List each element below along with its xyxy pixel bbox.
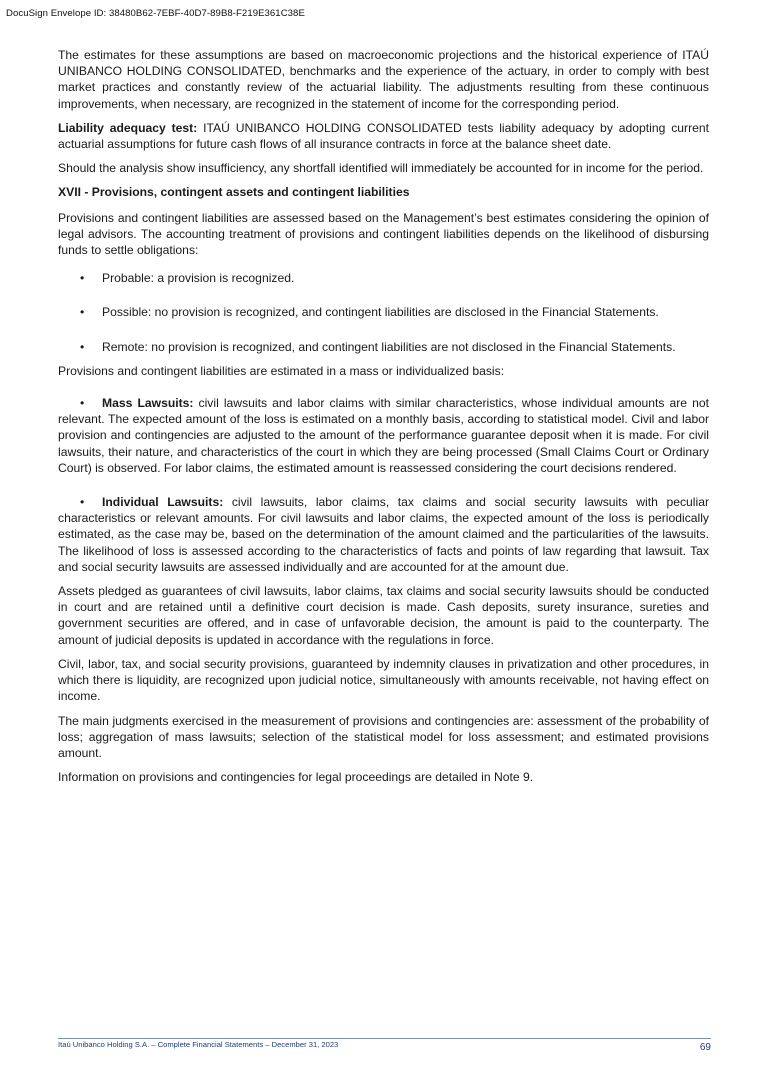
bullet-remote: • Remote: no provision is recognized, and contingent liabilities are not disclosed in the Financial Statements. [80,339,676,354]
section-heading: XVII - Provisions, contingent assets and contingent liabilities [58,185,410,200]
bullet-possible: • Possible: no provision is recognized, and contingent liabilities are disclosed in the Financial Statements. [80,305,659,320]
paragraph-liability-adequacy [58,120,709,152]
document-body [58,47,709,793]
page-number: 69 [699,1042,711,1053]
liability-adequacy-text: ITAÚ UNIBANCO HOLDING CONSOLIDATED tests liability adequacy by adopting current actuarial assumptions for future cash flows of all insurance contracts in force at the balance sheet date. [58,120,710,152]
bullet-icon: • [80,271,85,286]
footer-title: Itaú Unibanco Holding S.A. – Complete Financial Statements – December 31, 2023 [58,1040,339,1049]
paragraph-note-reference: Information on provisions and contingencies for legal proceedings are detailed in Note 9. [58,770,534,785]
bullet-individual-lawsuits: • Individual Lawsuits: civil lawsuits, labor claims, tax claims and social security lawsuits with peculiar characteristics or relevant amounts. For civil lawsuits and labor claims, the expected amount of the loss is periodically estimated, as the case may be, based on the determination of the amount claimed and the particularities of the lawsuits. The likelihood of loss is assessed according to the characteristics of facts and points of law regarding that lawsuit. Tax and social security lawsuits are assessed individually and are accounted for at the amount due. [58,495,709,574]
paragraph-indemnity: Civil, labor, tax, and social security provisions, guaranteed by indemnity clauses in privatization and other procedures, in which there is liquidity, are recognized upon judicial notice, simultaneously with amounts receivable, not having effect on income. [58,656,709,704]
bullet-icon: • [80,305,85,320]
paragraph-insufficiency: Should the analysis show insufficiency, any shortfall identified will immediately be accounted for in income for the period. [58,161,704,176]
paragraph-provisions-intro: Provisions and contingent liabilities are assessed based on the Management’s best estimates considering the opinion of legal advisors. The accounting treatment of provisions and contingent liabilities depends on the likelihood of disbursing funds to settle obligations: [58,210,709,258]
paragraph-mass-individualized: Provisions and contingent liabilities are estimated in a mass or individualized basis: [58,363,505,378]
liability-adequacy-label: Liability adequacy test: [58,120,198,135]
paragraph-main-judgments: The main judgments exercised in the measurement of provisions and contingencies are: assessment of the probability of loss; aggregation of mass lawsuits; selection of the statistical model for loss assessment; and estimated provisions amount. [58,713,709,760]
bullet-icon: • [80,396,85,411]
bullet-icon: • [80,339,85,354]
footer-divider [58,1038,711,1039]
paragraph-estimates: The estimates for these assumptions are based on macroeconomic projections and the historical experience of ITAÚ UNIBANCO HOLDING CONSOLIDATED, benchmarks and the experience of the actuary, in order to comply with best market practices and constantly review of the actuarial liability. The adjustments resulting from these continuous improvements, when necessary, are recognized in the statement of income for the corresponding period. [58,48,709,111]
bullet-icon: • [80,495,85,510]
bullet-probable: • Probable: a provision is recognized. [80,271,295,286]
docusign-envelope-id: DocuSign Envelope ID: 38480B62-7EBF-40D7-89B8-F219E361C38E [6,8,305,19]
bullet-mass-lawsuits: • Mass Lawsuits: civil lawsuits and labor claims with similar characteristics, whose individual amounts are not relevant. The expected amount of the loss is estimated on a monthly basis, according to statistical model. Civil and labor provision and contingencies are adjusted to the amount of the performance guarantee deposit when it is made. For civil lawsuits, their nature, and characteristics of the court in which they are being processed (Small Claims Court or Ordinary Court) is observed. For labor claims, the estimated amount is reassessed considering the court decisions rendered. [58,396,709,475]
paragraph-assets-pledged: Assets pledged as guarantees of civil lawsuits, labor claims, tax claims and social security lawsuits should be conducted in court and are retained until a definitive court decision is made. Cash deposits, surety insurance, sureties and government securities are offered, and in case of unfavorable decision, the amount is paid to the counterparty. The amount of judicial deposits is updated in accordance with the regulations in force. [58,584,709,647]
